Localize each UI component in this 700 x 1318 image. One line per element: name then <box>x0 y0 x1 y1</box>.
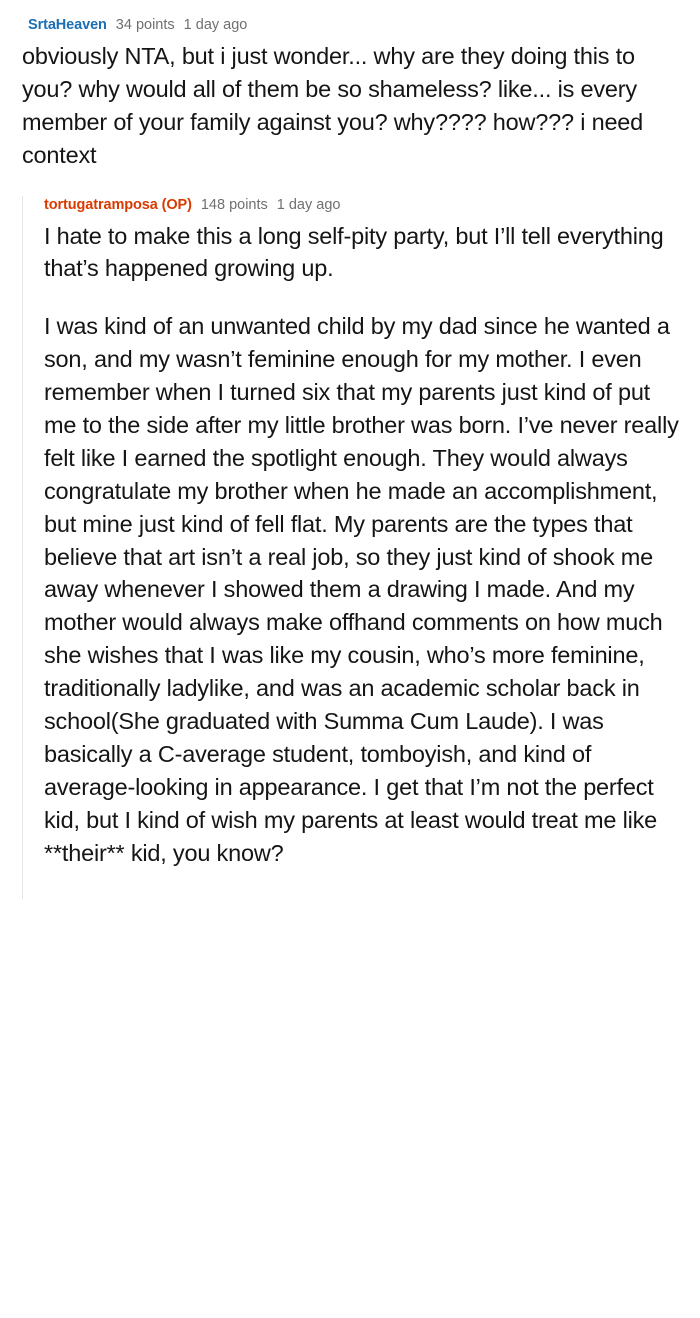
comment-body <box>44 220 682 870</box>
comment-paragraph: obviously NTA, but i just wonder... why are they doing this to you? why would all of them be so shameless? like... is every member of your family against you? why???? how??? i need context <box>22 43 644 168</box>
comment-meta <box>22 16 682 34</box>
comment-body <box>22 40 682 172</box>
thread-collapse-line[interactable] <box>22 196 23 900</box>
comment-author[interactable]: SrtaHeaven <box>28 17 107 33</box>
bottom-spacer <box>22 869 682 895</box>
comment-srtaheaven <box>22 16 682 172</box>
comment-meta <box>22 196 682 214</box>
comment-points: 34 points <box>115 17 175 33</box>
comment-author[interactable]: tortugatramposa (OP) <box>44 196 192 213</box>
comment-paragraph: I hate to make this a long self-pity party, but I’ll tell everything that’s happened growing up. <box>44 222 664 282</box>
comment-age: 1 day ago <box>276 196 341 213</box>
comment-age: 1 day ago <box>183 17 248 33</box>
reply-wrapper <box>22 220 682 870</box>
comment-paragraph: I was kind of an unwanted child by my dad since he wanted a son, and my wasn’t feminine enough for my mother. I even remember when I turned six that my parents just kind of put me to the side after my little brother was born. I’ve never really felt like I earned the spotlight enough. They would always congratulate my brother when he made an accomplishment, but mine just kind of fell flat. My parents are the types that believe that art isn’t a real job, so they just kind of shook me away whenever I showed them a drawing I made. And my mother would always make offhand comments on how much she wishes that I was like my cousin, who’s more feminine, traditionally ladylike, and was an academic scholar back in school(She graduated with Summa Cum Laude). I was basically a C-average student, tomboyish, and kind of average-looking in appearance. I get that I’m not the perfect kid, but I kind of wish my parents at least would treat me like **their** kid, you know? <box>44 313 679 866</box>
comment-points: 148 points <box>200 196 268 213</box>
comment-tortugatramposa <box>22 196 682 870</box>
